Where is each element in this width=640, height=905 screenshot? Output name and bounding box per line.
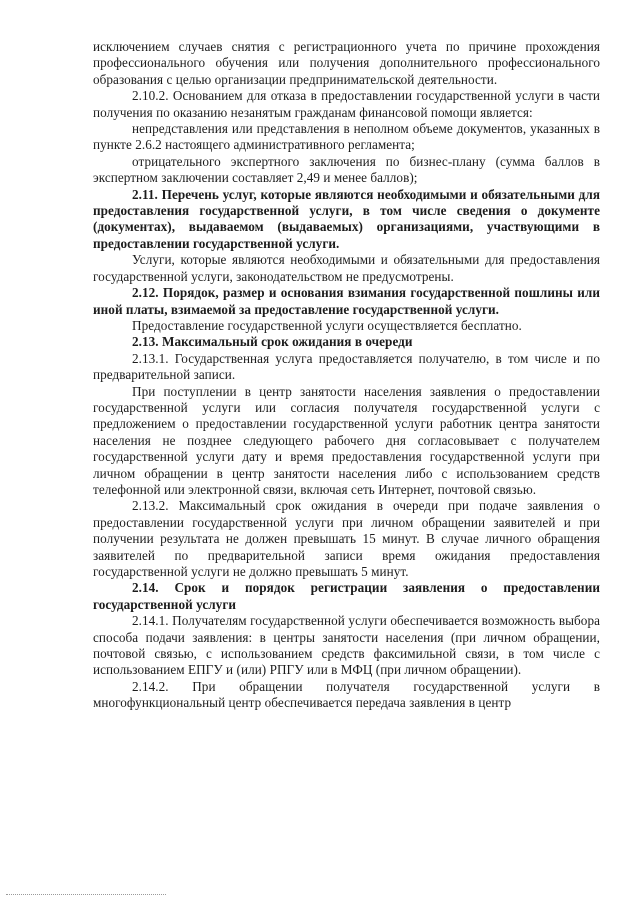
paragraph-2-14-1: 2.14.1. Получателям государственной услуги обеспечивается возможность выбора способа подачи заявления: в центры занятости населения (при личном обращении, почтовой связью, с использованием средств факсимильной связи, в том числе с использованием ЕПГУ и (или) РПГУ или в МФЦ (при личном обращении). (93, 613, 600, 678)
section-heading-2-11: 2.11. Перечень услуг, которые являются необходимыми и обязательными для предоставления государственной услуги, в том числе сведения о документе (документах), выдаваемом (выдаваемых) организациями, участвующими в предоставлении государственной услуги. (93, 186, 600, 251)
paragraph-refusal-reason-1: непредставления или представления в неполном объеме документов, указанных в пункте 2.6.2 настоящего административного регламента; (93, 121, 600, 153)
section-heading-2-14: 2.14. Срок и порядок регистрации заявления о предоставлении государственной услуги (93, 580, 600, 612)
section-heading-2-13: 2.13. Максимальный срок ожидания в очереди (132, 334, 413, 350)
footer-divider (6, 894, 166, 895)
paragraph-refusal-reason-2: отрицательного экспертного заключения по бизнес-плану (сумма баллов в экспертном заключении составляет 2,49 и менее баллов); (93, 153, 600, 186)
section-heading-2-12: 2.12. Порядок, размер и основания взимания государственной пошлины или иной платы, взимаемой за предоставление государственной услуги. (93, 285, 600, 317)
paragraph-2-13-1: 2.13.1. Государственная услуга предоставляется получателю, в том числе и по предварительной записи. (93, 350, 600, 383)
paragraph-2-12-body: Предоставление государственной услуги осуществляется бесплатно. (132, 317, 522, 333)
paragraph-2-14-2: 2.14.2. При обращении получателя государственной услуги в многофункциональный центр обеспечивается передача заявления в центр (93, 678, 600, 711)
paragraph-2-10-2: 2.10.2. Основанием для отказа в предоставлении государственной услуги в части получения по оказанию незанятым гражданам финансовой помощи является: (93, 88, 600, 120)
paragraph-2-13-1-details: При поступлении в центр занятости населения заявления о предоставлении государственной услуги или согласия получателя государственной услуги с предложением о предоставлении государственной услуги работник центра занятости населения не позднее следующего рабочего дня согласовывает с получателем государственной услуги дату и время предоставления государственной услуги при личном обращении в центр занятости населения либо с использованием средств телефонной или электронной связи, включая сеть Интернет, почтовой связью. (93, 383, 600, 497)
paragraph-continuation: исключением случаев снятия с регистрационного учета по причине прохождения профессионального обучения или получения дополнительного профессионального образования с целью организации предпринимательской деятельности. (93, 39, 600, 87)
paragraph-2-11-body: Услуги, которые являются необходимыми и обязательными для предоставления государственной услуги, законодательством не предусмотрены. (93, 252, 600, 284)
paragraph-2-13-2: 2.13.2. Максимальный срок ожидания в очереди при подаче заявления о предоставлении государственной услуги при личном обращении заявителей и при получении результата не должен превышать 15 минут. В случае личного обращения заявителей по предварительной записи время ожидания предоставления государственной услуги не должно превышать 5 минут. (93, 498, 600, 579)
